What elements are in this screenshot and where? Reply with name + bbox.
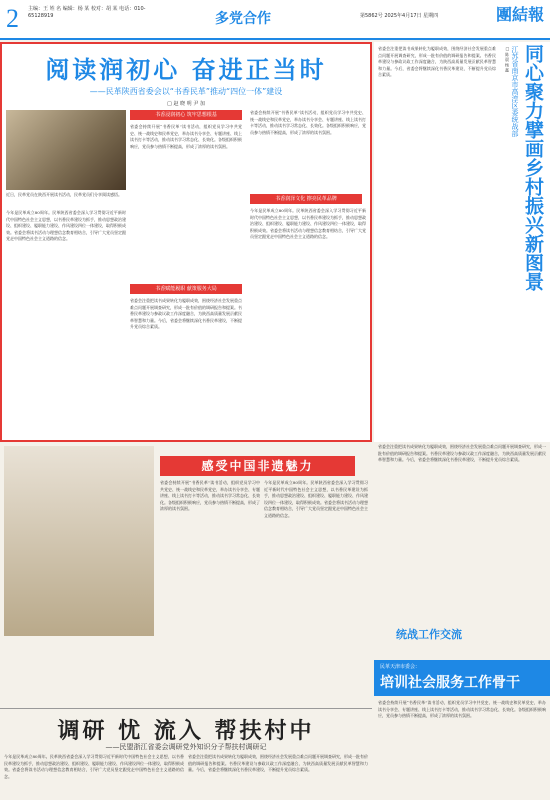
edit-info: 主编：王 姓 名 编辑：杨 某 校对：胡 某 电话：010-65128919 bbox=[28, 6, 146, 19]
heritage-text-2: 今年是民革成立80周年。民革陕西省委会深入学习贯彻习近平新时代中国特色社会主义思想，以书香民革建设为抓手，推动思想政治建设、组织建设、履职能力建设、作风建设四位一体建设，取得积极成效。省委会将读书活动与理想信念教育相结合，引导广大党员坚定跟党走中国特色社会主义道路的信念。 bbox=[264, 480, 368, 518]
heritage-text-1: 省委会持续开展“书香民革”读书活动，组织党员学习中共党史、统一战线史和民革党史，举办读书分享会、专题讲座、线上读书打卡等活动，推动读书学习常态化、长效化。各级组织积极响应，党员参与热情不断提高，形成了浓厚的读书氛围。 bbox=[160, 480, 260, 512]
photo-caption: 近日，民革党员在陕西开展读书活动，民革党员们分享阅读感悟。 bbox=[6, 192, 122, 197]
heritage-photo bbox=[4, 446, 154, 636]
main-article bbox=[0, 42, 372, 442]
right-column-text: 省委会注重把读书成果转化为履职成效，围绕经济社会发展重点难点问题开展调查研究，形成一批有价值的调研报告和提案。书香民革建设与参政议政工作深度融合，为陕西高质量发展贡献民革智慧和力量。今后，省委会将继续深化书香民革建设，不断提升党员综合素质。 bbox=[378, 444, 546, 463]
bottom-text-2: 省委会注重把读书成果转化为履职成效，围绕经济社会发展重点难点问题开展调查研究，形成一批有价值的调研报告和提案。书香民革建设与参政议政工作深度融合，为陕西高质量发展贡献民革智慧和力量。今后，省委会将继续深化书香民革建设，不断提升党员综合素质。 bbox=[188, 754, 368, 773]
heritage-banner: 感受中国非遗魅力 bbox=[160, 456, 355, 476]
training-text: 省委会持续开展“书香民革”读书活动，组织党员学习中共党史、统一战线史和民革党史，举办读书分享会、专题讲座、线上读书打卡等活动，推动读书学习常态化、长效化。各级组织积极响应，党员参与热情不断提高，形成了浓厚的读书氛围。 bbox=[378, 700, 546, 719]
page-number: 2 bbox=[6, 4, 19, 33]
masthead-logo: 團結報 bbox=[495, 5, 544, 24]
main-article-byline: □ 赵 晓 明 尹 加 bbox=[167, 101, 205, 107]
training-banner bbox=[374, 660, 550, 696]
main-article-subtitle: ——民革陕西省委会以“书香民革”推动“四位一体”建设 bbox=[89, 87, 283, 96]
right-feature-title: 同心聚力擘画乡村振兴新图景 bbox=[522, 44, 544, 291]
subhead-3: 书香润泽文化 擦亮民革品牌 bbox=[250, 194, 362, 204]
article-column-5: 今年是民革成立80周年。民革陕西省委会深入学习贯彻习近平新时代中国特色社会主义思想，以书香民革建设为抓手，推动思想政治建设、组织建设、履职能力建设、作风建设四位一体建设，取得积极成效。省委会将读书活动与理想信念教育相结合，引导广大党员坚定跟党走中国特色社会主义道路的信念。 bbox=[250, 208, 366, 240]
bottom-article-title: 调研 忧 流入 帮扶村中 bbox=[57, 719, 315, 744]
section-name: 多党合作 bbox=[215, 11, 271, 27]
article-column-1: 今年是民革成立80周年。民革陕西省委会深入学习贯彻习近平新时代中国特色社会主义思想，以书香民革建设为抓手，推动思想政治建设、组织建设、履职能力建设、作风建设四位一体建设，取得积极成效。省委会将读书活动与理想信念教育相结合，引导广大党员坚定跟党走中国特色社会主义道路的信念。 bbox=[6, 210, 126, 242]
article-column-4: 省委会持续开展“书香民革”读书活动，组织党员学习中共党史、统一战线史和民革党史，举办读书分享会、专题讲座、线上读书打卡等活动，推动读书学习常态化、长效化。各级组织积极响应，党员参与热情不断提高，形成了浓厚的读书氛围。 bbox=[250, 110, 366, 135]
issue-info: 第5862号 2025年4月17日 星期四 bbox=[360, 13, 439, 19]
page-header bbox=[0, 0, 550, 40]
right-feature-article bbox=[374, 42, 550, 442]
training-banner-kicker: 民革天津市委会： bbox=[380, 664, 421, 670]
subhead-2: 书香赋能履职 献策服务大局 bbox=[130, 284, 242, 294]
training-banner-title: 培训社会服务工作骨干 bbox=[380, 675, 520, 691]
article-column-3: 省委会注重把读书成果转化为履职成效，围绕经济社会发展重点难点问题开展调查研究，形成一批有价值的调研报告和提案。书香民革建设与参政议政工作深度融合，为陕西高质量发展贡献民革智慧和力量。今后，省委会将继续深化书香民革建设，不断提升党员综合素质。 bbox=[130, 298, 242, 330]
right-feature-text: 省委会注重把读书成果转化为履职成效，围绕经济社会发展重点难点问题开展调查研究，形成一批有价值的调研报告和提案。书香民革建设与参政议政工作深度融合，为陕西高质量发展贡献民革智慧和力量。今后，省委会将继续深化书香民革建设，不断提升党员综合素质。 bbox=[378, 46, 496, 78]
united-front-banner: 统战工作交流 bbox=[396, 628, 462, 641]
main-article-title: 阅读润初心 奋进正当时 bbox=[45, 56, 327, 84]
bottom-text-1: 今年是民革成立80周年。民革陕西省委会深入学习贯彻习近平新时代中国特色社会主义思想，以书香民革建设为抓手，推动思想政治建设、组织建设、履职能力建设、作风建设四位一体建设，取得积极成效。省委会将读书活动与理想信念教育相结合，引导广大党员坚定跟党走中国特色社会主义道路的信念。 bbox=[4, 754, 184, 779]
bottom-article-subtitle: ——民盟浙江省委会调研党外知识分子帮扶村调研记 bbox=[105, 743, 267, 751]
article-photo bbox=[6, 110, 126, 190]
section-divider bbox=[0, 708, 372, 709]
right-feature-byline: □ 陈 晨 杨 鑫 bbox=[505, 46, 510, 73]
subhead-1: 书香浸润初心 筑牢思想根基 bbox=[130, 110, 242, 120]
article-column-2: 省委会持续开展“书香民革”读书活动，组织党员学习中共党史、统一战线史和民革党史，举办读书分享会、专题讲座、线上读书打卡等活动，推动读书学习常态化、长效化。各级组织积极响应，党员参与热情不断提高，形成了浓厚的读书氛围。 bbox=[130, 124, 242, 149]
right-feature-kicker: 江苏省南京市高淳区委统战部 bbox=[511, 46, 519, 137]
